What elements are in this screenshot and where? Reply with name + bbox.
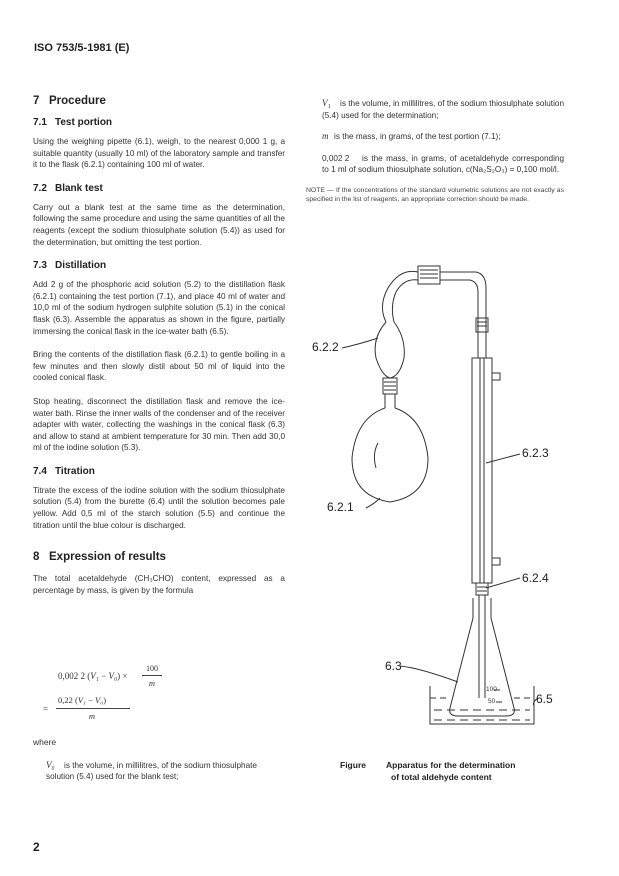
section-7-1-heading: 7.1 Test portion: [33, 117, 113, 128]
page-number: 2: [33, 840, 40, 854]
water-outlet: [492, 373, 500, 380]
fraction-bar-2: [56, 708, 130, 709]
leader-6-2-3: [486, 454, 520, 463]
blank-test-text: Carry out a blank test at the same time as the determination, following the same procedure and using the same quantities of all the reagents (except the sodium thiosulphate solution (5.4)) as used for the determination, but omitting the test portion.: [33, 202, 285, 247]
leader-6-3: [400, 666, 458, 682]
fraction-bar-1: [142, 675, 162, 676]
test-portion-text: Using the weighing pipette (6.1), weigh, to the nearest 0,000 1 g, a suitable quantity (usually 10 ml) of the laboratory sample and transfer it to the flask (6.2.1) containing 100 ml of water.: [33, 137, 285, 170]
label-6-2-1: 6.2.1: [327, 500, 354, 514]
ice-water-bath: [430, 686, 534, 724]
graduation-100: 100: [486, 686, 497, 693]
label-6-5: 6.5: [536, 692, 553, 706]
conical-flask: [450, 598, 515, 716]
section-7-3-heading: 7.3 Distillation: [33, 260, 107, 272]
titration-text: Titrate the excess of the iodine solution with the sodium thiosulphate solution (5.4) from the burette (6.4) until the solution becomes pale yellow. Add 0,5 ml of the starch solution (5.5) and continue the titration until the blue colour is discharged.: [33, 485, 285, 530]
v0-definition: V₀ is the volume, in millilitres, of the sodium thiosulphate solution (5.4) used for the blank test;: [46, 760, 257, 782]
left-column: [33, 95, 285, 608]
apparatus-figure: [300, 258, 600, 733]
formula: [43, 662, 276, 724]
condenser-jacket: [472, 358, 492, 583]
leader-6-2-2: [342, 338, 378, 348]
distillation-paragraph-3: Stop heating, disconnect the distillation flask and remove the ice-water bath. Rinse the inner walls of the condenser and of the receiver adapter with water, collecting the washings in the conical flask (6.3) and allow to stand at ambient temperature for 30 min. Then add 30,0 ml of the iodine solution (5.3).: [33, 396, 285, 453]
water-inlet: [492, 558, 500, 565]
formula-line-2-numerator: 0,22 (V₁ − V₀): [58, 695, 107, 705]
formula-equals: =: [43, 704, 49, 714]
figure-caption-line-2: of total aldehyde content: [391, 772, 492, 782]
adapter-joint: [476, 583, 488, 595]
m-definition: m is the mass, in grams, of the test portion (7.1);: [322, 131, 501, 141]
distillation-flask: [352, 408, 428, 502]
distillation-head-tube: [382, 271, 418, 322]
right-column: [306, 98, 564, 204]
distillation-paragraph-2: Bring the contents of the distillation flask (6.2.1) to gentle boiling in a few minutes and then slowly distil about 50 ml of liquid into the cooled conical flask.: [33, 350, 285, 383]
document-header: ISO 753/5-1981 (E): [34, 42, 130, 54]
figure-caption-label: Figure: [340, 760, 366, 770]
formula-line-1: 0,002 2 (V₁ − V₀) ×: [58, 671, 128, 681]
leader-6-2-1: [366, 498, 380, 508]
section-8-heading: 8 Expression of results: [33, 551, 166, 564]
section-7-4-heading: 7.4 Titration: [33, 465, 95, 477]
top-stopper: [418, 266, 440, 284]
formula-numerator-100: 100: [146, 664, 158, 673]
where-label: where: [33, 737, 57, 747]
v1-definition: V₁ is the volume, in millilitres, of the sodium thiosulphate solution (5.4) used for the determination;: [322, 98, 564, 120]
section-7-heading: 7 Procedure: [33, 95, 106, 107]
graduation-50: 50: [488, 698, 496, 705]
constant-definition: 0,002 2 is the mass, in grams, of acetaldehyde corresponding to 1 ml of sodium thiosulphate solution, c(Na₂S₂O₃) = 0,100 mol/l.: [322, 153, 564, 174]
section-7-2-heading: 7.2 Blank test: [33, 182, 103, 194]
results-intro: The total acetaldehyde (CH₃CHO) content, expressed as a percentage by mass, is given by the formula: [33, 574, 285, 595]
note-text: NOTE — If the concentrations of the standard volumetric solutions are not exactly as specified in the list of reagents, an appropriate correction should be made.: [306, 186, 564, 203]
label-6-2-4: 6.2.4: [522, 571, 549, 585]
label-6-2-3: 6.2.3: [522, 446, 549, 460]
label-6-2-2: 6.2.2: [312, 340, 339, 354]
splash-head-bulb: [375, 322, 404, 378]
label-6-3: 6.3: [385, 659, 402, 673]
formula-denominator-m-2: m: [88, 711, 96, 721]
figure-caption-line-1: Apparatus for the determination: [386, 760, 516, 770]
distillation-paragraph-1: Add 2 g of the phosphoric acid solution (5.2) to the distillation flask (6.2.1) containing the test portion (7.1), and place 40 ml of water and 10,0 ml of the sodium hydrogen sulphite solution (5.1) in the conical flask (6.3). Assemble the apparatus as shown in the figure, partially immersing the conical flask in the ice-water bath (6.5).: [33, 280, 285, 336]
formula-denominator-m: m: [148, 678, 156, 688]
